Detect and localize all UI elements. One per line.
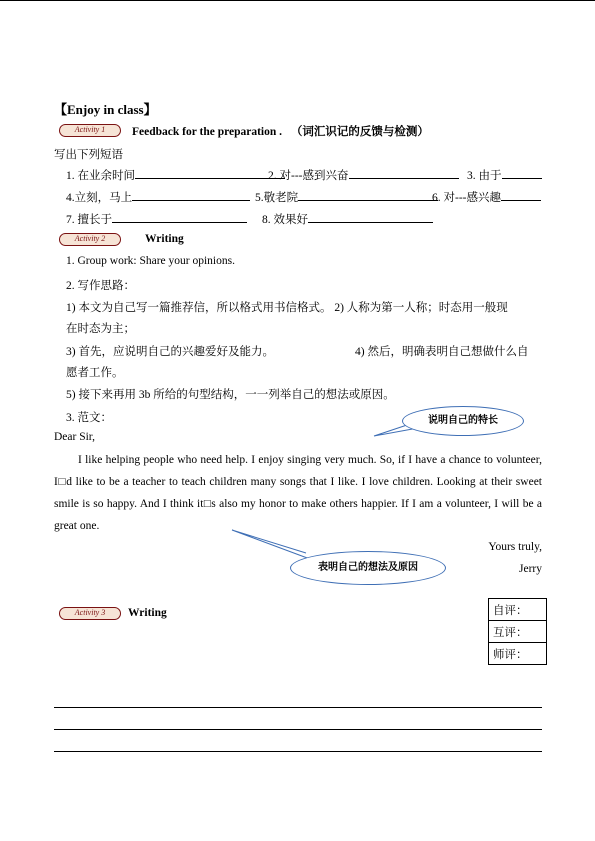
activity-1-title-en: Feedback for the preparation . — [132, 126, 283, 138]
writing-idea-1-cont: 在时态为主； — [66, 323, 135, 335]
activity-3-title: Writing — [128, 607, 167, 619]
phrase-item: 7. 擅长于 — [66, 211, 247, 227]
activity-2-title: Writing — [145, 233, 184, 245]
letter-signature: Jerry — [519, 563, 542, 575]
self-eval-cell[interactable]: 自评： — [489, 599, 547, 621]
letter-salutation: Dear Sir, — [54, 431, 96, 443]
peer-eval-cell[interactable]: 互评： — [489, 621, 547, 643]
phrase-item: 2. 对---感到兴奋 — [268, 167, 459, 183]
writing-idea-4: 4) 然后，明确表明自己想做什么自 — [355, 346, 529, 358]
phrase-item: 5.敬老院 — [255, 189, 438, 205]
group-work-task: 1. Group work: Share your opinions. — [66, 255, 235, 267]
activity-1-title-cn: （词汇识记的反馈与检测） — [290, 126, 429, 138]
phrase-item: 3. 由于 — [467, 167, 542, 183]
activity-3-badge: Activity 3 — [59, 607, 121, 620]
letter-body: I like helping people who need help. I enjoy singing very much. So, if I have a chance to volunteer, I□d like to be a teacher to teach children many songs that I like. I love children. Looking at their sweet smile is so happy. And I think it□s also my honor to make others happier. If I am a volunteer, I will be a great one. — [54, 454, 542, 532]
writing-line[interactable] — [54, 729, 542, 730]
writing-idea-5: 5) 接下来再用 3b 所给的句型结构，一一列举自己的想法或原因。 — [66, 389, 395, 401]
phrase-item: 1. 在业余时间 — [66, 167, 285, 183]
teacher-eval-cell[interactable]: 师评： — [489, 643, 547, 665]
callout-ideas-reasons: 表明自己的想法及原因 — [290, 551, 446, 585]
letter-closing: Yours truly, — [488, 541, 542, 553]
writing-idea-1: 1) 本文为自己写一篇推荐信，所以格式用书信格式。 2) 人称为第一人称；时态用一般现 — [66, 302, 508, 314]
phrase-item: 6. 对---感兴趣 — [432, 189, 541, 205]
phrase-item: 4.立刻，马上 — [66, 189, 250, 205]
sample-title: 3. 范文： — [66, 412, 112, 424]
writing-line[interactable] — [54, 751, 542, 752]
activity-1-badge: Activity 1 — [59, 124, 121, 137]
writing-line[interactable] — [54, 707, 542, 708]
writing-idea-4-cont: 愿者工作。 — [66, 367, 124, 379]
writing-idea-3: 3) 首先，应说明自己的兴趣爱好及能力。 — [66, 346, 274, 358]
phrase-item: 8. 效果好 — [262, 211, 433, 227]
writing-ideas-title: 2. 写作思路： — [66, 280, 135, 292]
activity-1-instruction: 写出下列短语 — [54, 149, 123, 161]
callout-strengths: 说明自己的特长 — [402, 406, 524, 436]
activity-2-badge: Activity 2 — [59, 233, 121, 246]
evaluation-table — [488, 598, 547, 665]
section-title: 【Enjoy in class】 — [54, 102, 157, 117]
